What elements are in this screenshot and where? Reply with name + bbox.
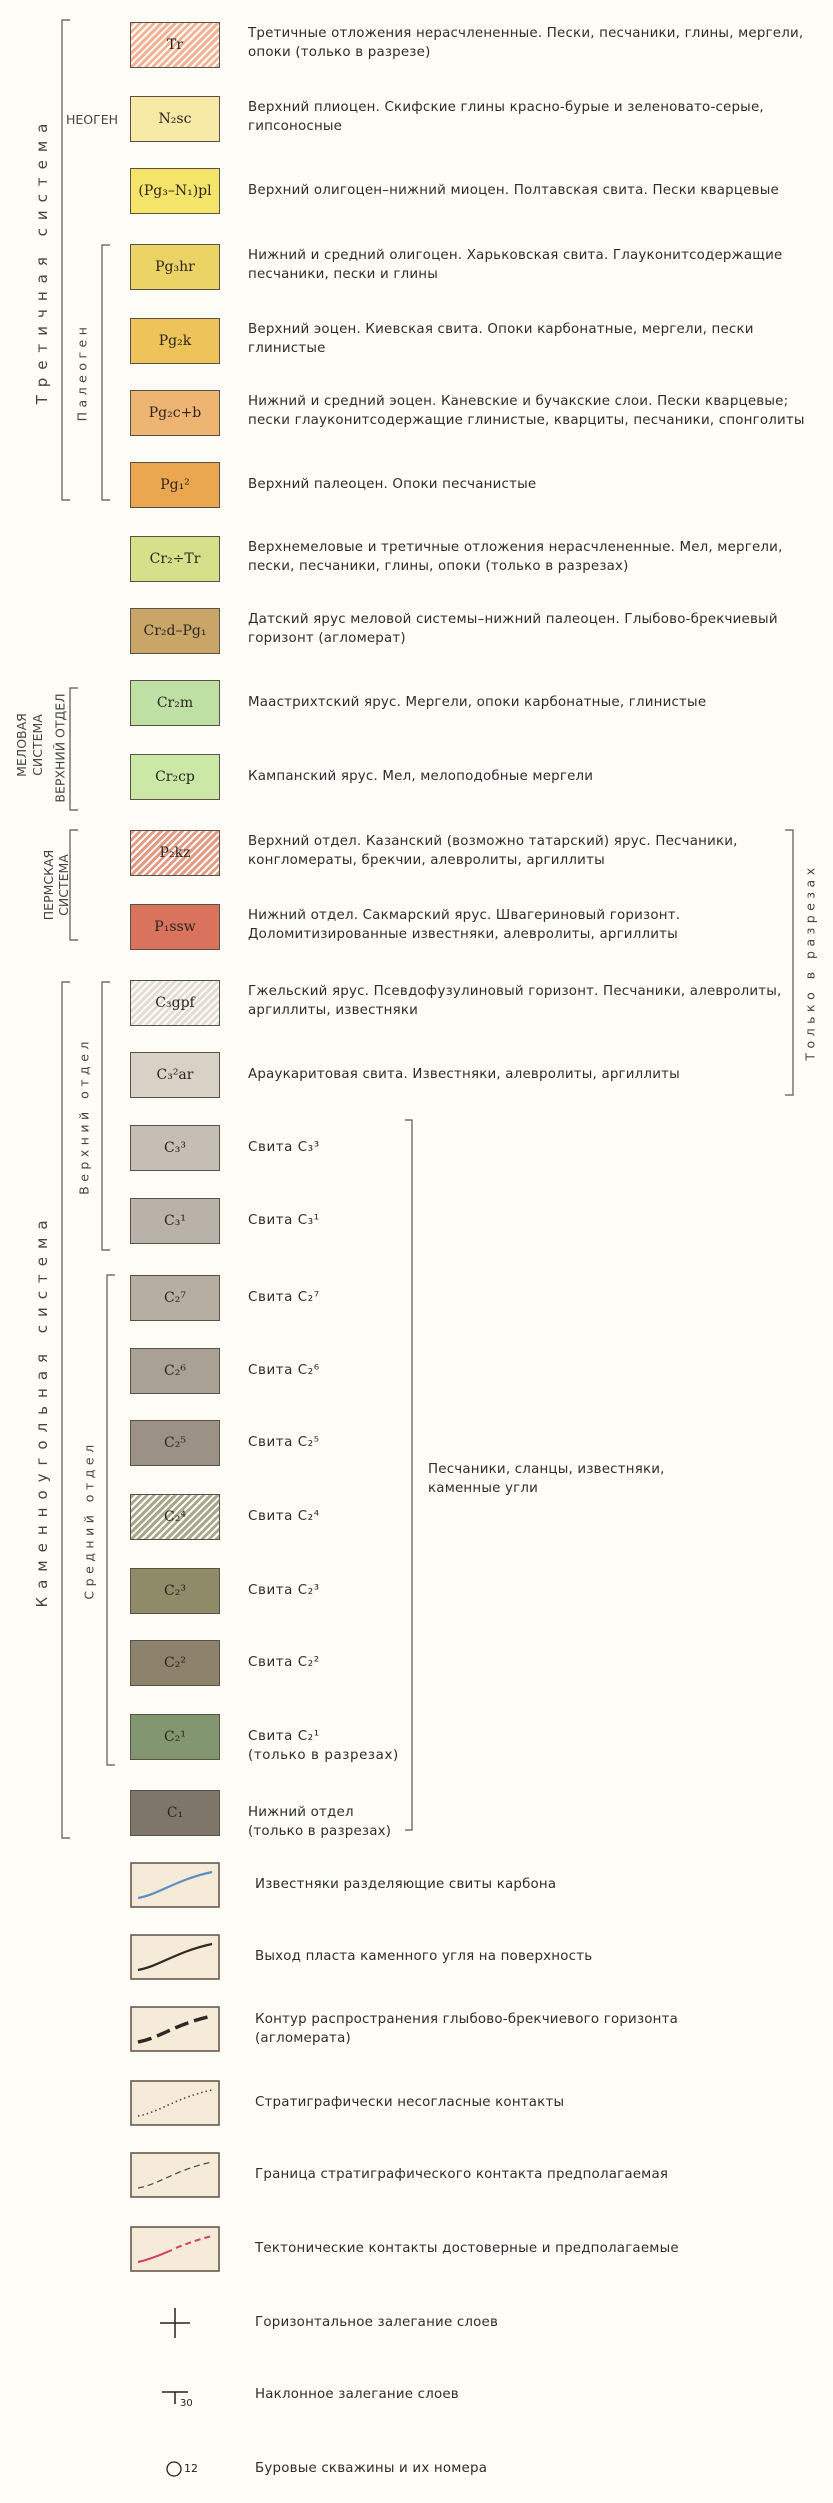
unit-swatch: Pg₂c+b [130, 390, 220, 436]
assumed-contact-icon [130, 2152, 220, 2198]
carb-common-description: Песчаники, сланцы, известняки, каменные угли [428, 1462, 665, 1496]
unit-description: Верхний эоцен. Киевская свита. Опоки карбонатные, мергели, пески глинистые [248, 322, 754, 356]
unit-description: Третичные отложения нерасчлененные. Пески, песчаники, глины, мергели, опоки (только в разрезе) [248, 26, 804, 60]
unit-swatch: Pg₂k [130, 318, 220, 364]
borehole-icon [130, 2446, 220, 2492]
tectonic-contact-icon [130, 2226, 220, 2272]
unit-description: Датский ярус меловой системы–нижний палеоцен. Глыбово-брекчиевый горизонт (агломерат) [248, 612, 778, 646]
unit-swatch: Pg₁² [130, 462, 220, 508]
unit-description: Маастрихтский ярус. Мергели, опоки карбонатные, глинистые [248, 695, 707, 710]
unit-swatch: C₃gpf [130, 980, 220, 1026]
dip-angle-label: 30 [180, 2398, 193, 2409]
group-label-permian: ПЕРМСКАЯ СИСТЕМА [41, 849, 71, 921]
group-label-carb-middle: Средний отдел [81, 1440, 97, 1600]
unit-swatch: C₁ [130, 1790, 220, 1836]
group-label-tertiary: Третичная система [33, 115, 51, 405]
unit-swatch: P₂kz [130, 830, 220, 876]
group-label-sections-only: Только в разрезах [802, 863, 818, 1061]
unit-description: Верхний палеоцен. Опоки песчанистые [248, 477, 537, 492]
unit-description: Свита C₂¹ (только в разрезах) [248, 1729, 399, 1763]
unit-description: Свита C₂⁶ [248, 1363, 320, 1378]
unit-swatch: Cr₂m [130, 680, 220, 726]
unit-description: Верхний плиоцен. Скифские глины красно-бурые и зеленовато-серые, гипсоносные [248, 100, 764, 134]
unit-description: Араукаритовая свита. Известняки, алевролиты, аргиллиты [248, 1067, 680, 1082]
unit-swatch: C₃²ar [130, 1052, 220, 1098]
symbol-description: Горизонтальное залегание слоев [255, 2315, 499, 2330]
unit-description: Кампанский ярус. Мел, мелоподобные мергели [248, 769, 594, 784]
unit-description: Свита C₂⁷ [248, 1290, 320, 1305]
unit-description: Верхнемеловые и третичные отложения нерасчлененные. Мел, мергели, пески, песчаники, глины, опоки (только в разрезах) [248, 540, 783, 574]
unit-description: Верхний отдел. Казанский (возможно татарский) ярус. Песчаники, конгломераты, брекчии, алевролиты, аргиллиты [248, 834, 738, 868]
unit-swatch: Cr₂cp [130, 754, 220, 800]
inclined-bedding-icon [130, 2372, 220, 2418]
unit-swatch: C₂⁴ [130, 1494, 220, 1540]
symbol-description: Граница стратиграфического контакта предполагаемая [255, 2167, 669, 2182]
unit-swatch: C₂² [130, 1640, 220, 1686]
group-label-carboniferous: Каменноугольная система [33, 1212, 51, 1608]
unit-swatch: C₂¹ [130, 1714, 220, 1760]
group-label-neogene: НЕОГЕН [66, 112, 119, 127]
horizontal-bedding-icon [130, 2300, 220, 2346]
unit-description: Свита C₂³ [248, 1583, 320, 1598]
unit-swatch: Pg₃hr [130, 244, 220, 290]
unit-swatch: C₂³ [130, 1568, 220, 1614]
unit-description: Свита C₃³ [248, 1140, 320, 1155]
unit-swatch: C₃³ [130, 1125, 220, 1171]
unit-description: Свита C₃¹ [248, 1213, 320, 1228]
symbol-description: Выход пласта каменного угля на поверхность [255, 1949, 593, 1964]
unit-swatch: C₃¹ [130, 1198, 220, 1244]
unit-description: Нижний и средний эоцен. Каневские и бучакские слои. Пески кварцевые; пески глауконитсодержащие глинистые, кварциты, песчаники, спонголиты [248, 394, 805, 428]
unit-description: Нижний отдел. Сакмарский ярус. Швагериновый горизонт. Доломитизированные известняки, алевролиты, аргиллиты [248, 908, 681, 942]
unit-description: Свита C₂⁵ [248, 1435, 320, 1450]
borehole-number-label: 12 [184, 2462, 198, 2475]
agglomerate-contour-icon [130, 2006, 220, 2052]
unit-description: Нижний отдел (только в разрезах) [248, 1805, 392, 1839]
unconformity-icon [130, 2080, 220, 2126]
symbol-description: Буровые скважины и их номера [255, 2461, 488, 2476]
group-label-paleogene: Палеоген [74, 322, 90, 422]
unit-description: Верхний олигоцен–нижний миоцен. Полтавская свита. Пески кварцевые [248, 183, 779, 198]
unit-swatch: N₂sc [130, 96, 220, 142]
group-label-cretaceous: МЕЛОВАЯ СИСТЕМА [14, 713, 45, 777]
symbol-description: Контур распространения глыбово-брекчиевого горизонта (агломерата) [255, 2012, 679, 2046]
limestone-line-icon [130, 1862, 220, 1908]
group-label-cretaceous-upper: ВЕРХНИЙ ОТДЕЛ [52, 693, 68, 803]
symbol-description: Тектонические контакты достоверные и предполагаемые [255, 2241, 679, 2256]
unit-description: Свита C₂⁴ [248, 1509, 320, 1524]
unit-swatch: (Pg₃–N₁)pl [130, 168, 220, 214]
unit-description: Свита C₂² [248, 1655, 320, 1670]
unit-description: Гжельский ярус. Псевдофузулиновый горизонт. Песчаники, алевролиты, аргиллиты, известняки [248, 984, 782, 1018]
unit-description: Нижний и средний олигоцен. Харьковская свита. Глауконитсодержащие песчаники, пески и глины [248, 248, 783, 282]
symbol-description: Стратиграфически несогласные контакты [255, 2095, 565, 2110]
unit-swatch: C₂⁶ [130, 1348, 220, 1394]
unit-swatch: C₂⁵ [130, 1420, 220, 1466]
unit-swatch: P₁ssw [130, 904, 220, 950]
group-label-carb-upper: Верхний отдел [76, 1037, 92, 1195]
unit-swatch: Tr [130, 22, 220, 68]
unit-swatch: Cr₂÷Tr [130, 536, 220, 582]
unit-swatch: Cr₂d–Pg₁ [130, 608, 220, 654]
coal-outcrop-icon [130, 1934, 220, 1980]
unit-swatch: C₂⁷ [130, 1275, 220, 1321]
symbol-description: Известняки разделяющие свиты карбона [255, 1877, 557, 1892]
symbol-description: Наклонное залегание слоев [255, 2387, 459, 2402]
